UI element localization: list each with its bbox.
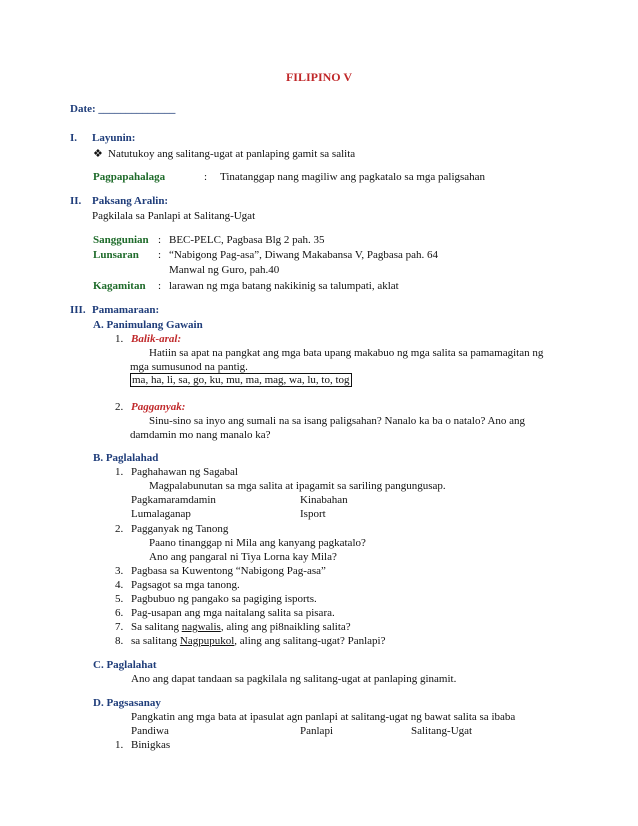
page-title: FILIPINO V: [285, 70, 353, 84]
a-item-2-text-2: damdamin mo nang manalo ka?: [130, 429, 271, 441]
vocab-word-1: Pagkamaramdamin: [131, 494, 216, 506]
b-item-5-number: 5.: [115, 593, 124, 605]
b-item-6-text: Pag-usapan ang mga naitalang salita sa pisara.: [131, 607, 335, 619]
materials-colon: :: [158, 280, 162, 292]
a-item-1-label: Balik-aral:: [131, 333, 182, 345]
b-item-2-sub-1: Paano tinanggap ni Mila ang kanyang pagkatalo?: [149, 537, 366, 549]
b-item-2-text: Pagganyak ng Tanong: [131, 523, 229, 535]
a-item-1-number: 1.: [115, 333, 124, 345]
b-item-7-word: nagwalis: [181, 621, 221, 633]
b-item-3-text: Pagbasa sa Kuwentong “Nabigong Pag-asa”: [131, 565, 326, 577]
source-text: “Nabigong Pag-asa”, Diwang Makabansa V, Pagbasa pah. 64: [169, 249, 439, 261]
b-item-1-number: 1.: [115, 466, 124, 478]
b-item-8-word: Nagpupukol: [179, 635, 235, 647]
vocab-word-2: Kinabahan: [300, 494, 348, 506]
b-item-2-sub-2: Ano ang pangaral ni Tiya Lorna kay Mila?: [149, 551, 337, 563]
b-item-8-number: 8.: [115, 635, 124, 647]
b-item-5-text: Pagbubuo ng pangako sa pagiging isports.: [131, 593, 317, 605]
topic-text: Pagkilala sa Panlapi at Salitang-Ugat: [92, 210, 256, 222]
b-item-7-post: , aling ang pi8naikling salita?: [220, 621, 351, 633]
column-header-verb: Pandiwa: [131, 725, 169, 737]
a-item-2-label: Pagganyak:: [131, 401, 186, 413]
a-item-1-text-1: Hatiin sa apat na pangkat ang mga bata upang makabuo ng mga salita sa pamamagitan ng: [149, 347, 544, 359]
syllables-box: ma, ha, li, sa, go, ku, mu, ma, mag, wa, lu, to, tog: [132, 374, 350, 386]
section-2-number: II.: [70, 195, 82, 207]
values-text: Tinatanggap nang magiliw ang pagkatalo sa mga paligsahan: [220, 171, 486, 183]
section-2-heading: Paksang Aralin:: [92, 195, 169, 207]
subsection-d-heading: D. Pagsasanay: [93, 697, 161, 709]
b-item-8-post: , aling ang salitang-ugat? Panlapi?: [234, 635, 386, 647]
reference-colon: :: [158, 234, 162, 246]
b-item-7-line: [131, 622, 351, 633]
date-line: [70, 104, 175, 115]
materials-label: Kagamitan: [93, 280, 146, 292]
source-text-2: Manwal ng Guro, pah.40: [169, 264, 280, 276]
syllables-box-wrap: [130, 375, 352, 386]
generalization-text: Ano ang dapat tandaan sa pagkilala ng salitang-ugat at panlaping ginamit.: [131, 673, 457, 685]
practice-text: Pangkatin ang mga bata at ipasulat agn panlapi at salitang-ugat ng bawat salita sa ibaba: [131, 711, 516, 723]
objective-text: Natutukoy ang salitang-ugat at panlaping gamit sa salita: [108, 148, 356, 160]
b-item-3-number: 3.: [115, 565, 124, 577]
date-blank: ______________: [98, 103, 176, 115]
section-3-number: III.: [70, 304, 86, 316]
b-item-7-pre: Sa salitang: [131, 621, 182, 633]
b-item-6-number: 6.: [115, 607, 124, 619]
b-item-8-line: [131, 636, 385, 647]
reference-text: BEC-PELC, Pagbasa Blg 2 pah. 35: [169, 234, 325, 246]
source-colon: :: [158, 249, 162, 261]
b-item-1-text: Paghahawan ng Sagabal: [131, 466, 238, 478]
vocab-word-3: Lumalaganap: [131, 508, 191, 520]
subsection-c-heading: C. Paglalahat: [93, 659, 157, 671]
reference-label: Sanggunian: [93, 234, 149, 246]
a-item-1-text-2: mga sumusunod na pantig.: [130, 361, 248, 373]
subsection-a-heading: A. Panimulang Gawain: [93, 319, 203, 331]
column-header-affix: Panlapi: [300, 725, 333, 737]
b-item-1-sub: Magpalabunutan sa mga salita at ipagamit sa sariling pangungusap.: [149, 480, 446, 492]
section-1-heading: Layunin:: [92, 132, 136, 144]
subsection-b-heading: B. Paglalahad: [93, 452, 159, 464]
section-1-number: I.: [70, 132, 78, 144]
date-label: Date:: [70, 103, 96, 115]
d-item-1-text: Binigkas: [131, 739, 171, 751]
section-3-heading: Pamamaraan:: [92, 304, 160, 316]
bullet-icon: ❖: [93, 148, 103, 160]
values-label: Pagpapahalaga: [93, 171, 166, 183]
b-item-2-number: 2.: [115, 523, 124, 535]
a-item-2-text-1: Sinu-sino sa inyo ang sumali na sa isang paligsahan? Nanalo ka ba o natalo? Ano ang: [149, 415, 526, 427]
source-label: Lunsaran: [93, 249, 139, 261]
d-item-1-number: 1.: [115, 739, 124, 751]
materials-text: larawan ng mga batang nakikinig sa talumpati, aklat: [169, 280, 399, 292]
b-item-4-number: 4.: [115, 579, 124, 591]
column-header-root: Salitang-Ugat: [411, 725, 473, 737]
values-colon: :: [204, 171, 208, 183]
a-item-2-number: 2.: [115, 401, 124, 413]
vocab-word-4: Isport: [300, 508, 326, 520]
b-item-8-pre: sa salitang: [131, 635, 180, 647]
b-item-7-number: 7.: [115, 621, 124, 633]
b-item-4-text: Pagsagot sa mga tanong.: [131, 579, 240, 591]
